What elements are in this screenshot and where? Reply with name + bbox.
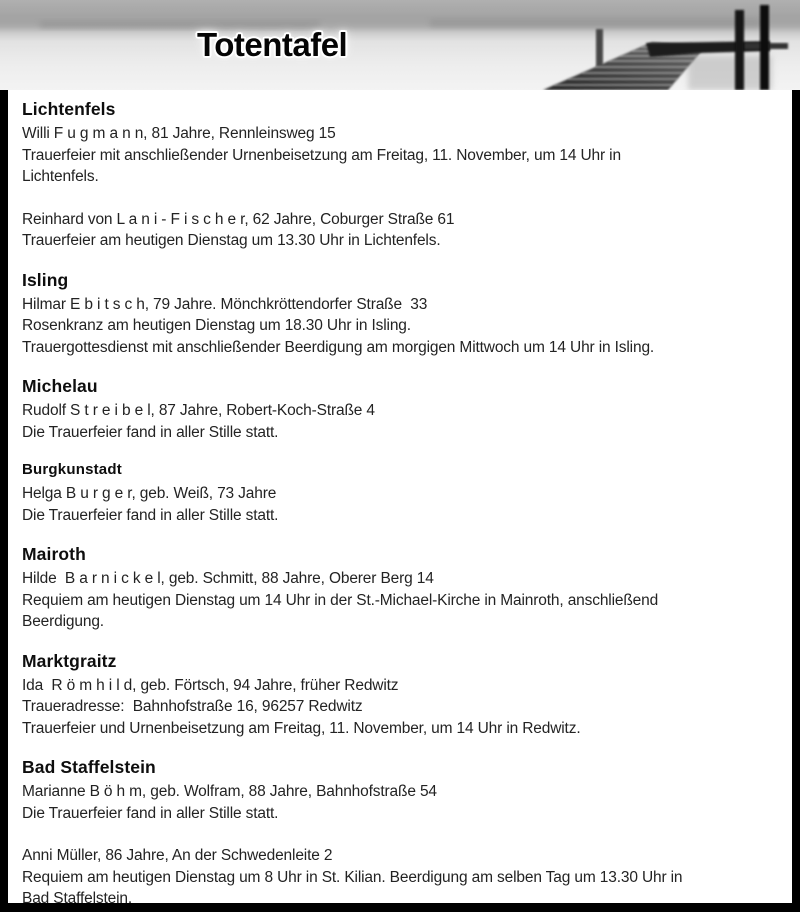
obituary-entry xyxy=(22,568,780,633)
entry-line: Die Trauerfeier fand in aller Stille statt. xyxy=(22,423,279,441)
entry-line: Rudolf S t r e i b e l, 87 Jahre, Robert-Koch-Straße 4 xyxy=(22,402,375,419)
sections xyxy=(22,98,780,910)
entry-line: Rosenkranz am heutigen Dienstag um 18.30 Uhr in Isling. xyxy=(22,317,411,334)
section-heading: Bad Staffelstein xyxy=(22,757,156,777)
city-section xyxy=(22,98,780,252)
section-heading: Lichtenfels xyxy=(22,99,116,119)
obituary-entry xyxy=(22,675,780,740)
entry-line: Trauerfeier mit anschließender Urnenbeisetzung am Freitag, 11. November, um 14 Uhr in xyxy=(22,146,621,164)
obituary-entry xyxy=(22,483,780,526)
entry-line: Requiem am heutigen Dienstag um 14 Uhr in der St.-Michael-Kirche in Mainroth, anschließend xyxy=(22,591,659,609)
section-heading: Mairoth xyxy=(22,544,86,564)
obituary-entry xyxy=(22,123,780,188)
entry-line: Reinhard von L a n i - F i s c h e r, 62 Jahre, Coburger Straße 61 xyxy=(22,210,455,228)
entry-line: Requiem am heutigen Dienstag um 8 Uhr in St. Kilian. Beerdigung am selben Tag um 13.30 Uhr in xyxy=(22,868,683,886)
obituary-entry xyxy=(22,294,780,359)
entry-line: Helga B u r g e r, geb. Weiß, 73 Jahre xyxy=(22,485,277,502)
entry-line: Lichtenfels. xyxy=(22,168,99,185)
entry-line: Beerdigung. xyxy=(22,613,104,630)
section-entries xyxy=(22,123,780,252)
entry-line: Anni Müller, 86 Jahre, An der Schwedenleite 2 xyxy=(22,847,333,864)
entry-line: Marianne B ö h m, geb. Wolfram, 88 Jahre, Bahnhofstraße 54 xyxy=(22,783,437,800)
section-entries xyxy=(22,675,780,740)
obituary-entry xyxy=(22,209,780,252)
entry-line: Trauergottesdienst mit anschließender Beerdigung am morgigen Mittwoch um 14 Uhr in Isling. xyxy=(22,338,655,356)
entry-line: Hilde B a r n i c k e l, geb. Schmitt, 88 Jahre, Oberer Berg 14 xyxy=(22,570,434,587)
section-heading: Michelau xyxy=(22,376,98,396)
entry-line: Traueradresse: Bahnhofstraße 16, 96257 Redwitz xyxy=(22,698,363,715)
city-section xyxy=(22,269,780,359)
entry-line: Die Trauerfeier fand in aller Stille statt. xyxy=(22,804,279,822)
entry-line: Hilmar E b i t s c h, 79 Jahre. Mönchkröttendorfer Straße 33 xyxy=(22,295,428,313)
city-section xyxy=(22,543,780,633)
section-entries xyxy=(22,568,780,633)
entry-line: Ida R ö m h i l d, geb. Förtsch, 94 Jahre, früher Redwitz xyxy=(22,676,399,694)
section-entries xyxy=(22,781,780,910)
section-heading: Marktgraitz xyxy=(22,650,117,671)
section-heading: Isling xyxy=(22,269,69,290)
page-title: Totentafel xyxy=(197,26,348,63)
section-entries xyxy=(22,483,780,526)
entry-line: Die Trauerfeier fand in aller Stille statt. xyxy=(22,506,279,524)
city-section xyxy=(22,375,780,443)
entry-line: Trauerfeier und Urnenbeisetzung am Freitag, 11. November, um 14 Uhr in Redwitz. xyxy=(22,719,581,737)
notices-content xyxy=(0,90,800,912)
header-photo xyxy=(0,0,800,90)
section-entries xyxy=(22,294,780,359)
entry-line: Willi F u g m a n n, 81 Jahre, Rennleinsweg 15 xyxy=(22,125,336,142)
section-entries xyxy=(22,400,780,443)
obituary-entry xyxy=(22,400,780,443)
section-heading: Burgkunstadt xyxy=(22,461,122,478)
lake-dock-photo xyxy=(0,0,800,90)
obituary-entry xyxy=(22,845,780,910)
entry-line: Bad Staffelstein. xyxy=(22,890,133,907)
city-section xyxy=(22,460,780,526)
obituary-entry xyxy=(22,781,780,824)
entry-line: Trauerfeier am heutigen Dienstag um 13.30 Uhr in Lichtenfels. xyxy=(22,232,441,249)
city-section xyxy=(22,650,780,740)
city-section xyxy=(22,756,780,910)
